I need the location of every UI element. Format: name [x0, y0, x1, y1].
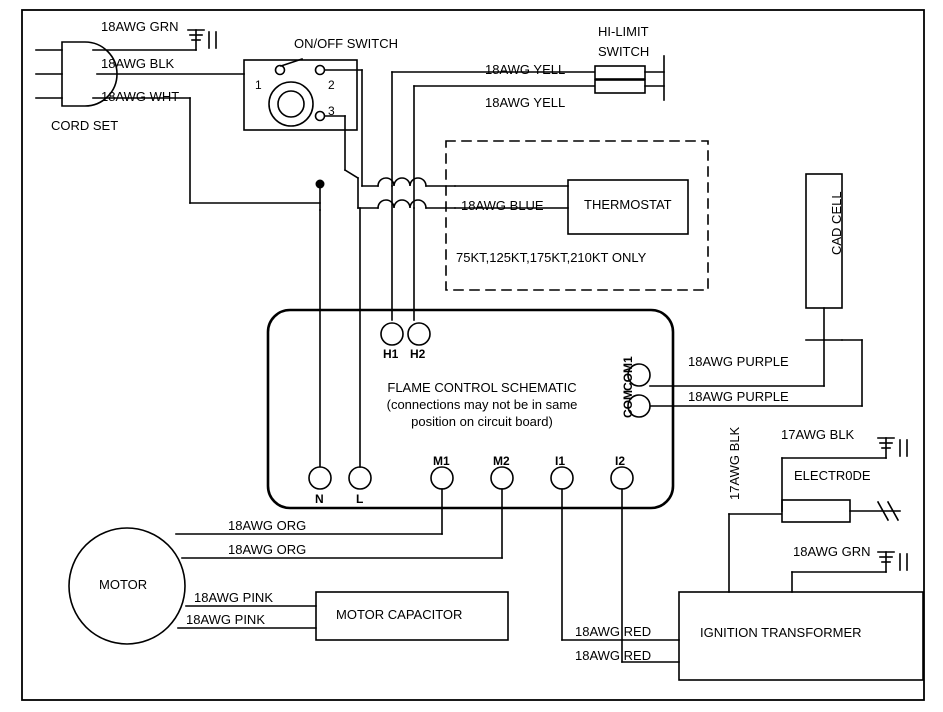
motor-capacitor-label: MOTOR CAPACITOR — [336, 607, 463, 622]
switch-terminal-1: 1 — [255, 78, 262, 92]
terminal-label-i1: I1 — [555, 454, 566, 468]
thermostat-label: THERMOSTAT — [584, 197, 672, 212]
switch-terminal-2: 2 — [328, 78, 335, 92]
flame-control-line2: (connections may not be in same — [386, 397, 578, 412]
electrode-label: ELECTR0DE — [794, 468, 871, 483]
wire-label-grn-ignition: 18AWG GRN — [793, 544, 871, 559]
thermostat-note: 75KT,125KT,175KT,210KT ONLY — [456, 250, 647, 265]
wire-label-org-bottom: 18AWG ORG — [228, 542, 307, 557]
wire-label-red-bottom: 18AWG RED — [575, 648, 652, 663]
cad-cell-label: CAD CELL — [829, 191, 844, 255]
wire-label-blk-cord: 18AWG BLK — [101, 56, 175, 71]
wire-label-blue-thermostat: 18AWG BLUE — [461, 198, 544, 213]
terminal-label-m1: M1 — [433, 454, 450, 468]
terminal-label-h1: H1 — [383, 347, 399, 361]
motor-label: MOTOR — [99, 577, 148, 592]
hi-limit-label-line1: HI-LIMIT — [598, 24, 649, 39]
wire-label-blk-electrode: 17AWG BLK — [781, 427, 855, 442]
hi-limit-element-bottom — [595, 80, 645, 93]
terminal-label-com1: COM1 — [621, 356, 635, 391]
wire-label-red-top: 18AWG RED — [575, 624, 652, 639]
flame-control-line3: position on circuit board) — [411, 414, 553, 429]
wire-label-grn-cord: 18AWG GRN — [101, 19, 179, 34]
hi-limit-element-top — [595, 66, 645, 79]
ignition-transformer-label: IGNITION TRANSFORMER — [700, 625, 862, 640]
wire-label-pink-top: 18AWG PINK — [194, 590, 273, 605]
terminal-label-m2: M2 — [493, 454, 510, 468]
on-off-switch-label: ON/OFF SWITCH — [294, 36, 398, 51]
hi-limit-label-line2: SWITCH — [598, 44, 650, 59]
flame-control-line1: FLAME CONTROL SCHEMATIC — [387, 380, 577, 395]
terminal-label-com: COM — [621, 390, 635, 418]
wire-label-blk-ignition: 17AWG BLK — [727, 426, 742, 500]
electrode-body — [782, 500, 850, 522]
terminal-label-l: L — [356, 492, 364, 506]
wire-label-purple-top: 18AWG PURPLE — [688, 354, 789, 369]
wire-label-org-top: 18AWG ORG — [228, 518, 307, 533]
wire-label-pink-bottom: 18AWG PINK — [186, 612, 265, 627]
terminal-label-n: N — [315, 492, 324, 506]
wire-label-yell-bottom: 18AWG YELL — [485, 95, 566, 110]
wire-label-wht-cord: 18AWG WHT — [101, 89, 180, 104]
switch-terminal-3: 3 — [328, 104, 335, 118]
cord-set-label: CORD SET — [51, 118, 119, 133]
wire-label-yell-top: 18AWG YELL — [485, 62, 566, 77]
terminal-label-h2: H2 — [410, 347, 426, 361]
wire-label-purple-bottom: 18AWG PURPLE — [688, 389, 789, 404]
terminal-label-i2: I2 — [615, 454, 626, 468]
